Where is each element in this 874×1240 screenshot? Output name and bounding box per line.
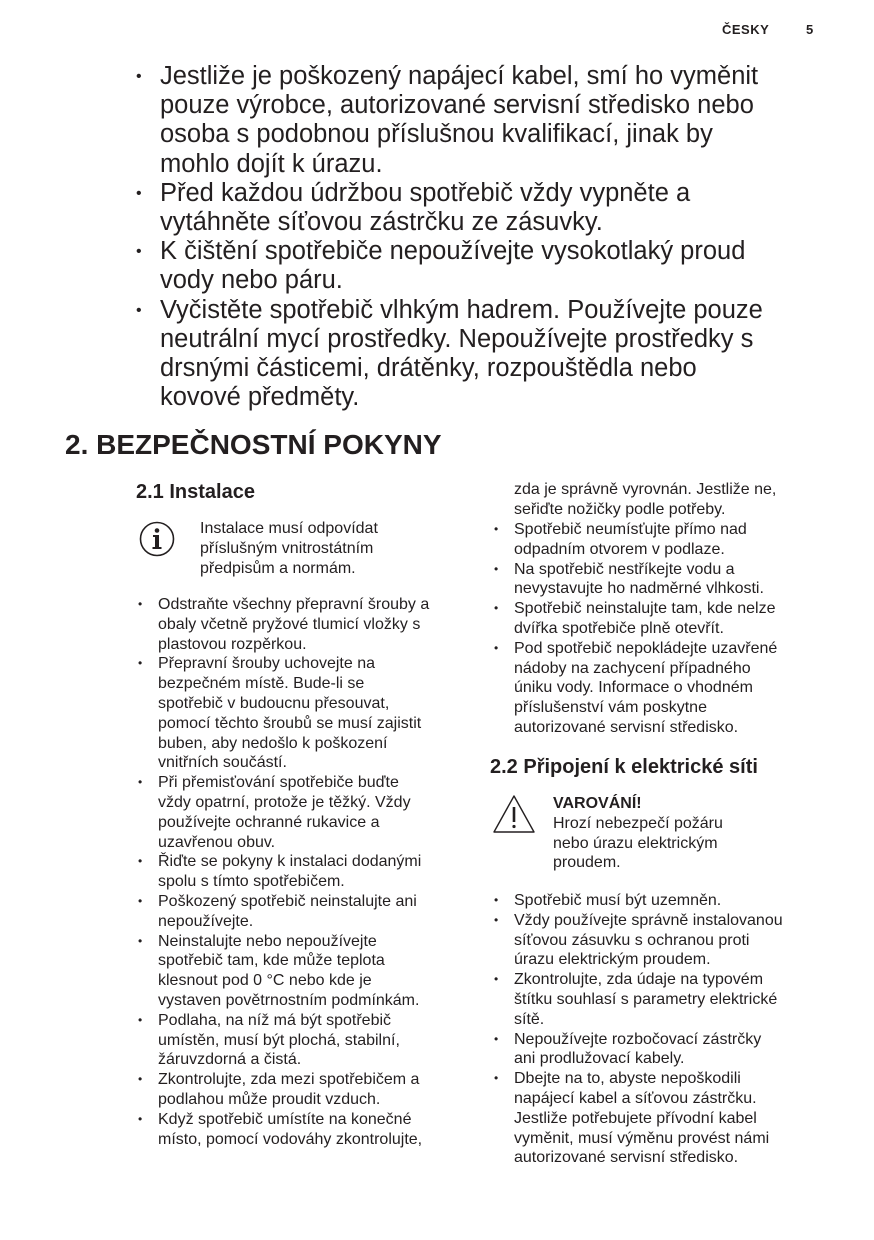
text-line: uzavřenou obuv. (158, 833, 276, 851)
text-line: osoba s podobnou příslušnou kvalifikací, jinak by (160, 120, 713, 149)
text-line: Zkontrolujte, zda údaje na typovém (514, 971, 764, 989)
bullet-icon: • (138, 1072, 143, 1087)
bullet-icon: • (494, 640, 499, 655)
text-line: Spotřebič neumísťujte přímo nad (514, 521, 747, 538)
bullet-icon: • (494, 522, 499, 536)
bullet-icon: • (136, 243, 142, 261)
bullet-icon: • (138, 893, 143, 908)
text-line: drsnými částicemi, drátěnky, rozpouštědla nebo (160, 354, 697, 383)
bullet-icon: • (494, 893, 499, 907)
bullet-icon: • (494, 972, 499, 987)
text-line: vyměnit, musí výměnu provést námi (514, 1129, 770, 1147)
text-line: podlahou může proudit vzduch. (158, 1090, 381, 1108)
installation-bullets-left (136, 595, 429, 1149)
text-line: nádoby na zachycení případného (514, 659, 751, 677)
list-item (136, 892, 429, 932)
text-line: dvířka spotřebiče plně otevřít. (514, 619, 724, 637)
text-line: mohlo dojít k úrazu. (160, 149, 383, 178)
text-line: síťovou zásuvku s ochranou proti (514, 931, 750, 949)
text-line: Instalace musí odpovídat (200, 520, 378, 537)
text-line: Odstraňte všechny přepravní šrouby a (158, 596, 430, 613)
text-line: zda je správně vyrovnán. Jestliže ne, (514, 481, 777, 498)
warning-title: VAROVÁNÍ! (553, 795, 642, 812)
bullet-icon: • (138, 854, 143, 869)
text-line: Vyčistěte spotřebič vlhkým hadrem. Používejte pouze (160, 295, 763, 324)
text-line: proudem. (553, 854, 621, 872)
text-line: místo, pomocí vodováhy zkontrolujte, (158, 1130, 423, 1148)
text-line: příslušenství vám poskytne (514, 699, 707, 717)
text-line: Neinstalujte nebo nepoužívejte (158, 932, 377, 950)
text-line: nevystavujte ho nadměrné vlhkosti. (514, 580, 764, 598)
list-item (492, 891, 783, 911)
text-line: vytáhněte síťovou zástrčku ze zásuvky. (160, 208, 603, 237)
list-item (136, 296, 763, 413)
list-item (492, 1069, 783, 1168)
text-line: žáruvzdorná a čistá. (158, 1051, 302, 1069)
text-line: vody nebo páru. (160, 266, 343, 295)
text-line: spotřebič v budoucnu přesouvat, (158, 694, 390, 712)
text-line: K čištění spotřebiče nepoužívejte vysokotlaký proud (160, 237, 746, 266)
text-line: vždy opatrní, protože je těžký. Vždy (158, 793, 411, 811)
bullet-icon: • (494, 912, 499, 927)
text-line: Zkontrolujte, zda mezi spotřebičem a (158, 1071, 420, 1089)
list-item (492, 911, 783, 970)
list-item (136, 237, 763, 295)
text-line: Přepravní šrouby uchovejte na (158, 655, 376, 673)
list-item (136, 654, 429, 773)
bullet-icon: • (138, 597, 143, 611)
warning-icon (492, 794, 536, 834)
list-item (136, 179, 763, 237)
bullet-icon: • (494, 601, 499, 616)
text-line: pomocí těchto šroubů se musí zajistit (158, 714, 422, 732)
text-line: Spotřebič neinstalujte tam, kde nelze (514, 600, 776, 618)
text-line: pouze výrobce, autorizované servisní středisko nebo (160, 91, 754, 120)
bullet-icon: • (138, 1111, 143, 1126)
text-line: nebo úrazu elektrickým (553, 834, 718, 852)
installation-bullet-continuation (514, 480, 776, 520)
text-line: buben, aby nedošlo k poškození (158, 734, 388, 752)
text-line: napájecí kabel a síťovou zástrčku. (514, 1089, 757, 1107)
text-line: spotřebič tam, kde může teplota (158, 952, 385, 970)
text-line: Spotřebič musí být uzemněn. (514, 892, 722, 909)
text-line: bezpečném místě. Bude-li se (158, 675, 365, 693)
page-number: 5 (806, 22, 814, 37)
list-item (492, 599, 777, 639)
bullet-icon: • (136, 184, 142, 202)
warning-note (553, 794, 723, 873)
text-line: sítě. (514, 1010, 545, 1028)
warning-text (553, 814, 723, 873)
bullet-icon: • (138, 656, 143, 671)
list-item (136, 773, 429, 852)
text-line: Před každou údržbou spotřebič vždy vypněte a (160, 178, 691, 207)
bullet-icon: • (138, 933, 143, 948)
text-line: vystaven povětrnostním podmínkám. (158, 991, 420, 1009)
list-item (136, 932, 429, 1011)
text-line: plastovou rozpěrkou. (158, 635, 307, 653)
text-line: kovové předměty. (160, 383, 360, 412)
text-line: Řiďte se pokyny k instalaci dodanými (158, 853, 422, 871)
installation-bullets-right (492, 520, 777, 738)
bullet-icon: • (138, 775, 143, 790)
text-line: Dbejte na to, abyste nepoškodili (514, 1070, 741, 1088)
text-line: předpisům a normám. (200, 559, 356, 577)
text-line: ani prodlužovací kabely. (514, 1050, 685, 1068)
text-line: používejte ochranné rukavice a (158, 813, 380, 831)
text-line: Poškozený spotřebič neinstalujte ani (158, 892, 417, 910)
text-line: úniku vody. Informace o vhodném (514, 679, 753, 697)
list-item (492, 970, 783, 1029)
section-title: 2. BEZPEČNOSTNÍ POKYNY (65, 429, 442, 460)
list-item (492, 520, 777, 560)
list-item (136, 62, 763, 179)
text-line: Na spotřebič nestříkejte vodu a (514, 560, 735, 578)
bullet-icon: • (494, 561, 499, 576)
list-item (136, 852, 429, 892)
list-item (492, 1030, 783, 1070)
list-item (136, 1070, 429, 1110)
text-line: Jestliže je poškozený napájecí kabel, smí ho vyměnit (160, 62, 759, 90)
intro-bullet-list (136, 62, 763, 412)
text-line: autorizované servisní středisko. (514, 1149, 739, 1167)
text-line: Pod spotřebič nepokládejte uzavřené (514, 639, 778, 657)
text-line: umístěn, musí být plochá, stabilní, (158, 1031, 400, 1049)
list-item (136, 595, 429, 654)
text-line: Hrozí nebezpečí požáru (553, 814, 723, 832)
list-item (136, 1011, 429, 1070)
text-line: Nepoužívejte rozbočovací zástrčky (514, 1030, 762, 1048)
text-line: seřiďte nožičky podle potřeby. (514, 500, 726, 518)
text-line: odpadním otvorem v podlaze. (514, 540, 725, 558)
text-line: autorizované servisní středisko. (514, 718, 739, 736)
text-line: nepoužívejte. (158, 912, 254, 930)
bullet-icon: • (136, 68, 142, 85)
info-note (200, 519, 378, 578)
list-item (492, 639, 777, 738)
text-line: Když spotřebič umístíte na konečné (158, 1110, 412, 1128)
bullet-icon: • (138, 1012, 143, 1027)
text-line: vnitřních součástí. (158, 754, 287, 772)
text-line: úrazu elektrickým proudem. (514, 951, 711, 969)
installation-heading: 2.1 Instalace (136, 481, 255, 503)
electrical-heading: 2.2 Připojení k elektrické síti (490, 756, 758, 778)
text-line: Při přemisťování spotřebiče buďte (158, 774, 399, 792)
list-item (136, 1110, 429, 1150)
electrical-bullets (492, 891, 783, 1168)
bullet-icon: • (136, 301, 142, 319)
text-line: neutrální mycí prostředky. Nepoužívejte prostředky s (160, 324, 754, 353)
list-item (492, 560, 777, 600)
text-line: štítku souhlasí s parametry elektrické (514, 990, 778, 1008)
text-line: obaly včetně pryžové tlumicí vložky s (158, 615, 421, 633)
text-line: spolu s tímto spotřebičem. (158, 873, 345, 891)
text-line: příslušným vnitrostátním (200, 539, 374, 557)
text-line: klesnout pod 0 °C nebo kde je (158, 972, 372, 990)
header-language: ČESKY (722, 22, 770, 37)
info-icon (139, 520, 175, 558)
text-line: Jestliže potřebujete přívodní kabel (514, 1109, 757, 1127)
text-line: Podlaha, na níž má být spotřebič (158, 1011, 392, 1029)
bullet-icon: • (494, 1071, 499, 1086)
bullet-icon: • (494, 1031, 499, 1046)
text-line: Vždy používejte správně instalovanou (514, 911, 783, 929)
